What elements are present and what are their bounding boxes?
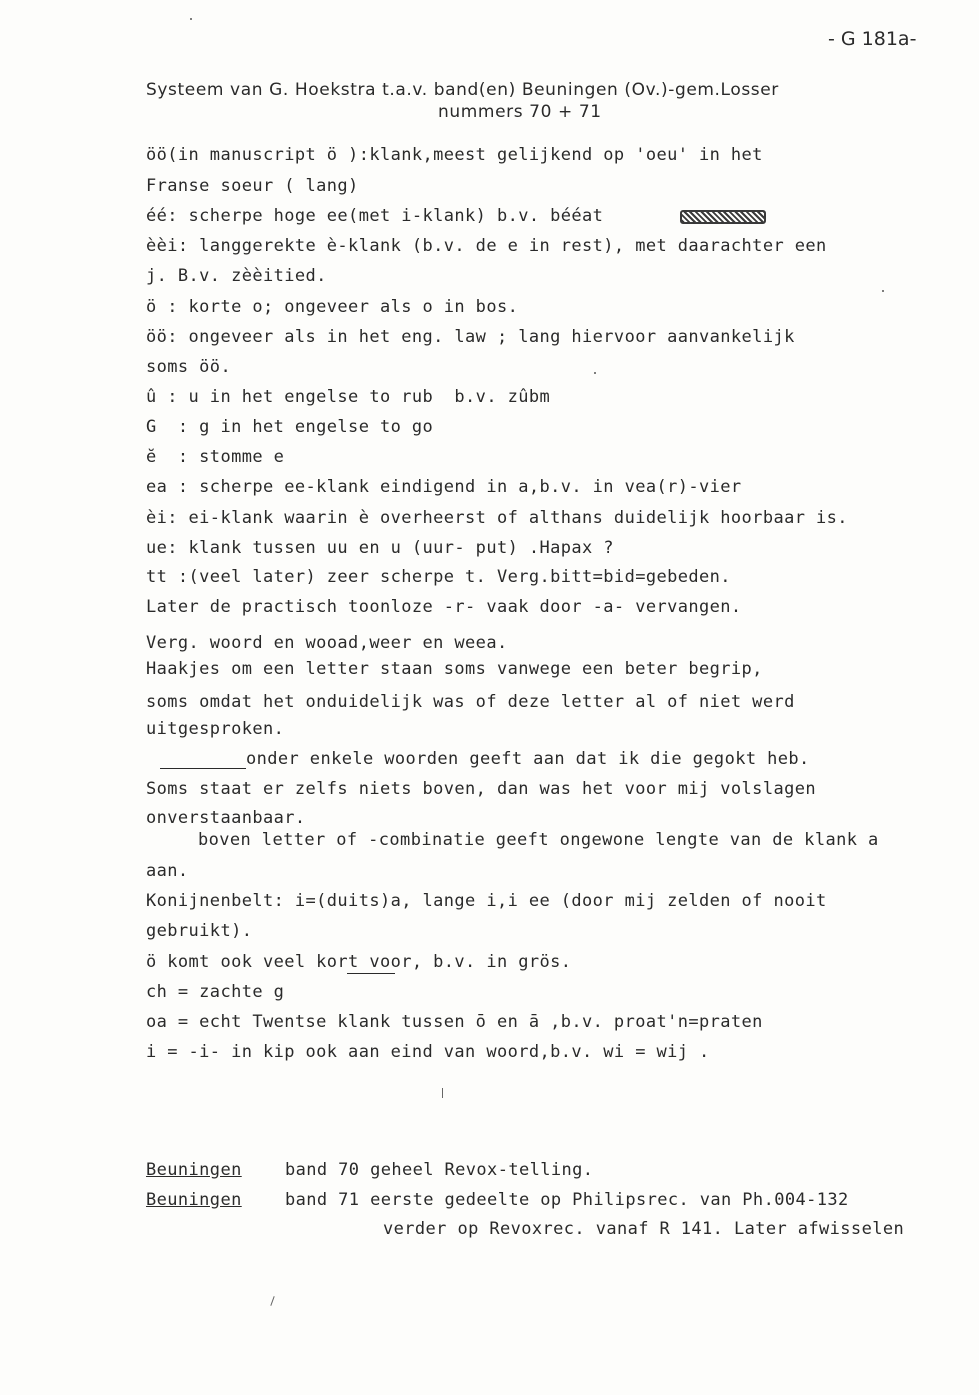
text-line-12: ea : scherpe ee-klank eindigend in a,b.v. in vea(r)-vier: [146, 477, 742, 497]
text-line-31: i = -i- in kip ook aan eind van woord,b.v. wi = wij .: [146, 1042, 710, 1062]
footer-text-2: band 71 eerste gedeelte op Philipsrec. van Ph.004-132: [285, 1190, 849, 1210]
text-line-21: onder enkele woorden geeft aan dat ik die gegokt heb.: [246, 749, 810, 769]
footer-place-1: Beuningen: [146, 1160, 242, 1180]
footer-place-2: Beuningen: [146, 1190, 242, 1210]
text-line-9: û : u in het engelse to rub b.v. zûbm: [146, 387, 551, 407]
speck: [270, 1296, 274, 1306]
text-line-15: tt :(veel later) zeer scherpe t. Verg.bitt=bid=gebeden.: [146, 567, 731, 587]
text-line-25: aan.: [146, 861, 189, 881]
text-line-18: Haakjes om een letter staan soms vanwege een beter begrip,: [146, 659, 763, 679]
text-line-5: j. B.v. zèèitied.: [146, 266, 327, 286]
speck: [442, 1088, 443, 1098]
text-line-1: öö(in manuscript ö ):klank,meest gelijkend op 'oeu' in het: [146, 145, 763, 165]
text-line-14: ue: klank tussen uu en u (uur- put) .Hapax ?: [146, 538, 614, 558]
text-line-4: èèi: langgerekte è-klank (b.v. de e in rest), met daarachter een: [146, 236, 827, 256]
text-line-30: oa = echt Twentse klank tussen ō en ā ,b.v. proat'n=praten: [146, 1012, 763, 1032]
text-line-7: öö: ongeveer als in het eng. law ; lang hiervoor aanvankelijk: [146, 327, 795, 347]
speck: [882, 290, 884, 292]
document-title: Systeem van G. Hoekstra t.a.v. band(en) Beuningen (Ov.)-gem.Losser: [146, 80, 779, 100]
underline-kort: [347, 973, 395, 974]
text-line-8: soms öö.: [146, 357, 232, 377]
text-line-16: Later de practisch toonloze -r- vaak door -a- vervangen.: [146, 597, 742, 617]
footer-text-1: band 70 geheel Revox-telling.: [285, 1160, 594, 1180]
speck: [594, 372, 596, 374]
text-line-28: ö komt ook veel kort voor, b.v. in grös.: [146, 952, 572, 972]
document-subtitle: nummers 70 + 71: [438, 102, 602, 122]
text-line-24: boven letter of -combinatie geeft ongewone lengte van de klank a: [198, 830, 879, 850]
text-line-19: soms omdat het onduidelijk was of deze letter al of niet werd: [146, 692, 795, 712]
page-number: - G 181a-: [828, 28, 917, 50]
text-line-10: G : g in het engelse to go: [146, 417, 434, 437]
underline-marker: [160, 768, 246, 769]
crossed-out-word: [680, 210, 766, 224]
text-line-20: uitgesproken.: [146, 719, 285, 739]
speck: [190, 18, 192, 20]
text-line-3: éé: scherpe hoge ee(met i-klank) b.v. bééat: [146, 206, 604, 226]
text-line-6: ö : korte o; ongeveer als o in bos.: [146, 297, 519, 317]
text-line-26: Konijnenbelt: i=(duits)a, lange i,i ee (door mij zelden of nooit: [146, 891, 827, 911]
text-line-23: onverstaanbaar.: [146, 808, 306, 828]
text-line-11: ĕ : stomme e: [146, 447, 285, 467]
footer-text-3: verder op Revoxrec. vanaf R 141. Later afwisselen: [383, 1219, 905, 1239]
text-line-22: Soms staat er zelfs niets boven, dan was het voor mij volslagen: [146, 779, 816, 799]
text-line-17: Verg. woord en wooad,weer en weea.: [146, 633, 508, 653]
text-line-27: gebruikt).: [146, 921, 253, 941]
text-line-2: Franse soeur ( lang): [146, 176, 359, 196]
text-line-13: èi: ei-klank waarin è overheerst of althans duidelijk hoorbaar is.: [146, 508, 848, 528]
text-line-29: ch = zachte g: [146, 982, 285, 1002]
